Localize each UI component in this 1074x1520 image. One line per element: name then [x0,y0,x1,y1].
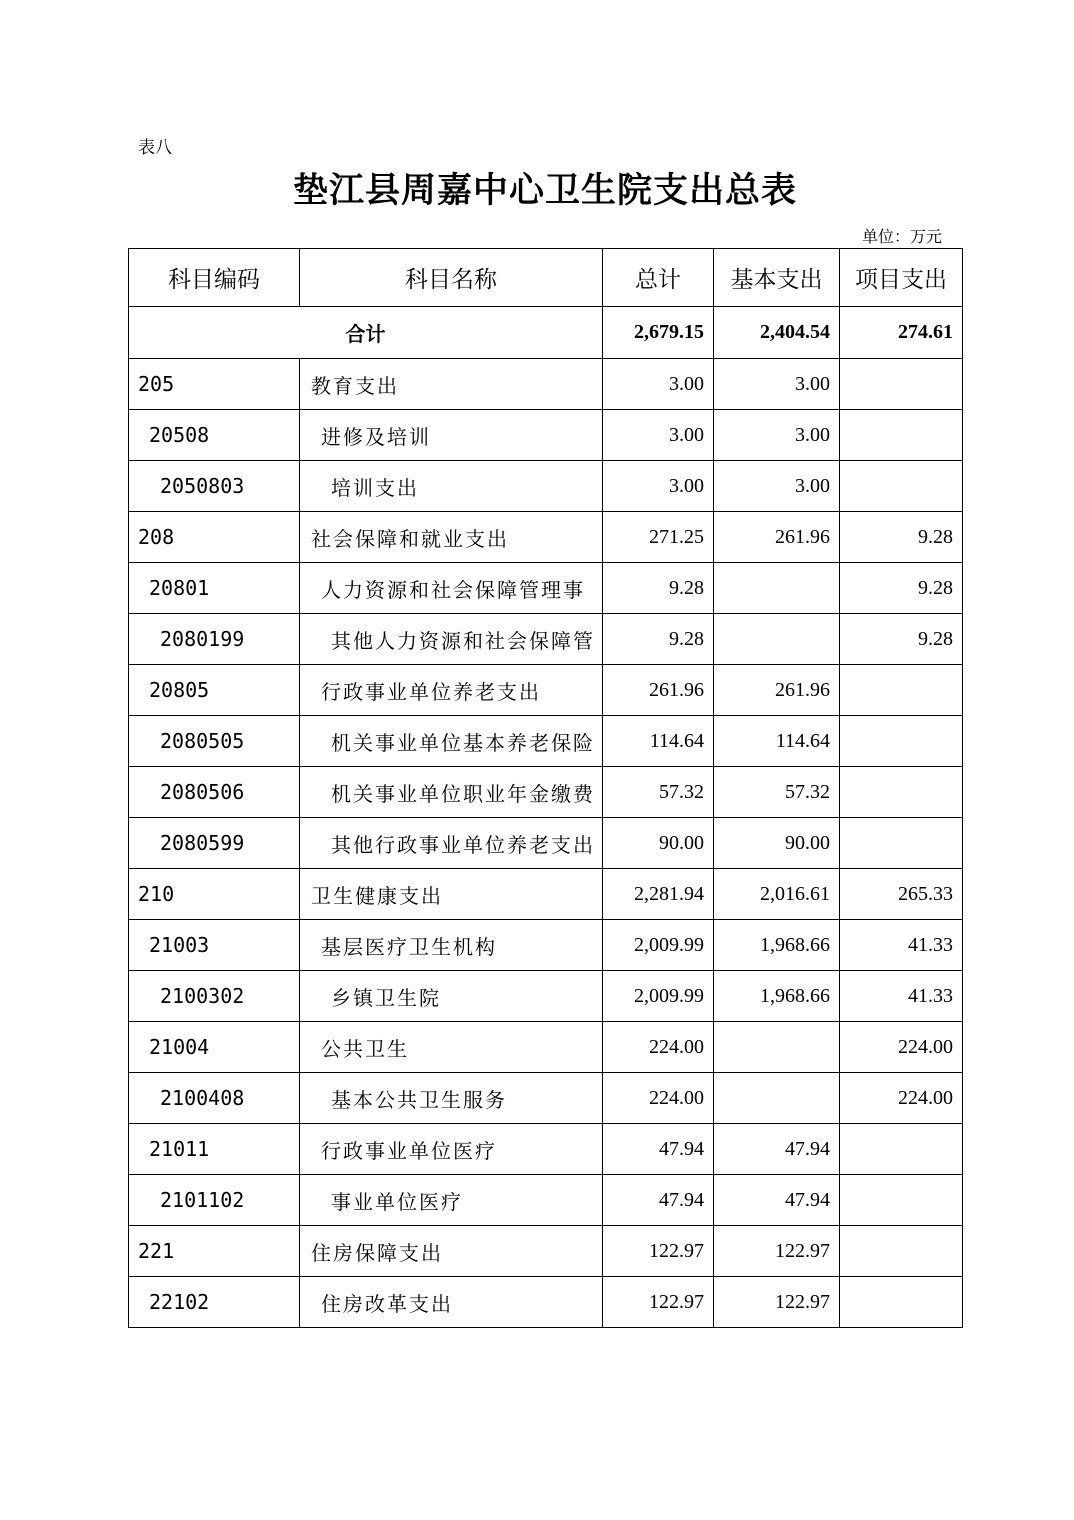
row-project: 9.28 [840,614,963,665]
row-project [840,1124,963,1175]
row-code: 208 [129,512,300,563]
total-row [129,307,963,359]
table-row [129,1124,963,1175]
row-code: 2080599 [129,818,300,869]
row-total: 122.97 [603,1226,714,1277]
table-row [129,512,963,563]
row-basic [714,563,840,614]
row-code: 20805 [129,665,300,716]
row-name: 事业单位医疗 [300,1175,603,1226]
table-row [129,971,963,1022]
row-code: 21004 [129,1022,300,1073]
row-project [840,1175,963,1226]
table-row [129,869,963,920]
row-name: 培训支出 [300,461,603,512]
row-basic: 47.94 [714,1175,840,1226]
row-name: 住房改革支出 [300,1277,603,1328]
table-row [129,1175,963,1226]
row-code: 21003 [129,920,300,971]
row-project [840,716,963,767]
row-project [840,818,963,869]
row-name: 乡镇卫生院 [300,971,603,1022]
table-row [129,1073,963,1124]
row-basic: 114.64 [714,716,840,767]
row-basic: 3.00 [714,461,840,512]
row-code: 20801 [129,563,300,614]
page-title: 垫江县周嘉中心卫生院支出总表 [292,170,797,211]
row-name: 机关事业单位基本养老保险 [300,716,603,767]
row-code: 2050803 [129,461,300,512]
row-name: 公共卫生 [300,1022,603,1073]
table-row [129,410,963,461]
row-project [840,665,963,716]
row-name: 机关事业单位职业年金缴费 [300,767,603,818]
row-name: 行政事业单位医疗 [300,1124,603,1175]
row-name: 其他行政事业单位养老支出 [300,818,603,869]
row-basic [714,1022,840,1073]
row-basic: 1,968.66 [714,920,840,971]
row-total: 9.28 [603,563,714,614]
row-code: 21011 [129,1124,300,1175]
total-basic: 2,404.54 [714,307,840,359]
header-total: 总计 [603,249,714,307]
row-code: 2100408 [129,1073,300,1124]
row-name: 住房保障支出 [300,1226,603,1277]
header-name: 科目名称 [300,249,603,307]
row-name: 人力资源和社会保障管理事 [300,563,603,614]
total-project: 274.61 [840,307,963,359]
header-basic: 基本支出 [714,249,840,307]
row-basic [714,614,840,665]
row-basic: 122.97 [714,1277,840,1328]
table-row [129,716,963,767]
row-total: 271.25 [603,512,714,563]
row-name: 进修及培训 [300,410,603,461]
row-code: 22102 [129,1277,300,1328]
row-code: 2100302 [129,971,300,1022]
row-project: 224.00 [840,1073,963,1124]
row-basic: 122.97 [714,1226,840,1277]
row-code: 205 [129,359,300,410]
row-project [840,410,963,461]
table-row [129,767,963,818]
table-row [129,818,963,869]
row-code: 221 [129,1226,300,1277]
row-project: 41.33 [840,971,963,1022]
row-code: 2101102 [129,1175,300,1226]
row-basic: 261.96 [714,665,840,716]
total-label: 合计 [345,322,386,346]
row-name: 社会保障和就业支出 [300,512,603,563]
row-project: 224.00 [840,1022,963,1073]
row-total: 2,009.99 [603,971,714,1022]
row-name: 教育支出 [300,359,603,410]
row-total: 57.32 [603,767,714,818]
row-total: 224.00 [603,1022,714,1073]
table-row [129,665,963,716]
table-row [129,359,963,410]
row-project: 9.28 [840,512,963,563]
row-project [840,1226,963,1277]
row-total: 261.96 [603,665,714,716]
row-basic: 1,968.66 [714,971,840,1022]
table-row [129,563,963,614]
row-name: 卫生健康支出 [300,869,603,920]
row-basic: 3.00 [714,359,840,410]
table-header-row [129,249,963,307]
table-row [129,461,963,512]
row-basic: 261.96 [714,512,840,563]
row-total: 9.28 [603,614,714,665]
row-name: 其他人力资源和社会保障管 [300,614,603,665]
row-total: 224.00 [603,1073,714,1124]
row-total: 114.64 [603,716,714,767]
row-basic: 2,016.61 [714,869,840,920]
header-code: 科目编码 [129,249,300,307]
row-total: 2,009.99 [603,920,714,971]
row-basic: 47.94 [714,1124,840,1175]
table-row [129,1022,963,1073]
row-code: 2080199 [129,614,300,665]
header-project: 项目支出 [840,249,963,307]
row-total: 3.00 [603,359,714,410]
row-name: 行政事业单位养老支出 [300,665,603,716]
unit-label: 单位：万元 [861,227,942,246]
row-code: 2080505 [129,716,300,767]
table-row [129,920,963,971]
table-row [129,1277,963,1328]
expenditure-table [128,248,963,1328]
row-code: 2080506 [129,767,300,818]
row-project: 41.33 [840,920,963,971]
row-project [840,359,963,410]
row-total: 90.00 [603,818,714,869]
row-total: 47.94 [603,1124,714,1175]
row-basic: 57.32 [714,767,840,818]
row-basic: 3.00 [714,410,840,461]
total-label-cell [129,307,603,359]
row-total: 2,281.94 [603,869,714,920]
row-name: 基本公共卫生服务 [300,1073,603,1124]
row-name: 基层医疗卫生机构 [300,920,603,971]
row-basic: 90.00 [714,818,840,869]
table-row [129,1226,963,1277]
table-row [129,614,963,665]
row-project [840,767,963,818]
row-code: 20508 [129,410,300,461]
row-project [840,461,963,512]
row-basic [714,1073,840,1124]
row-total: 3.00 [603,461,714,512]
table-number-label: 表八 [138,138,172,158]
row-project: 265.33 [840,869,963,920]
row-code: 210 [129,869,300,920]
row-total: 122.97 [603,1277,714,1328]
row-project [840,1277,963,1328]
row-total: 47.94 [603,1175,714,1226]
total-total: 2,679.15 [603,307,714,359]
row-total: 3.00 [603,410,714,461]
row-project: 9.28 [840,563,963,614]
